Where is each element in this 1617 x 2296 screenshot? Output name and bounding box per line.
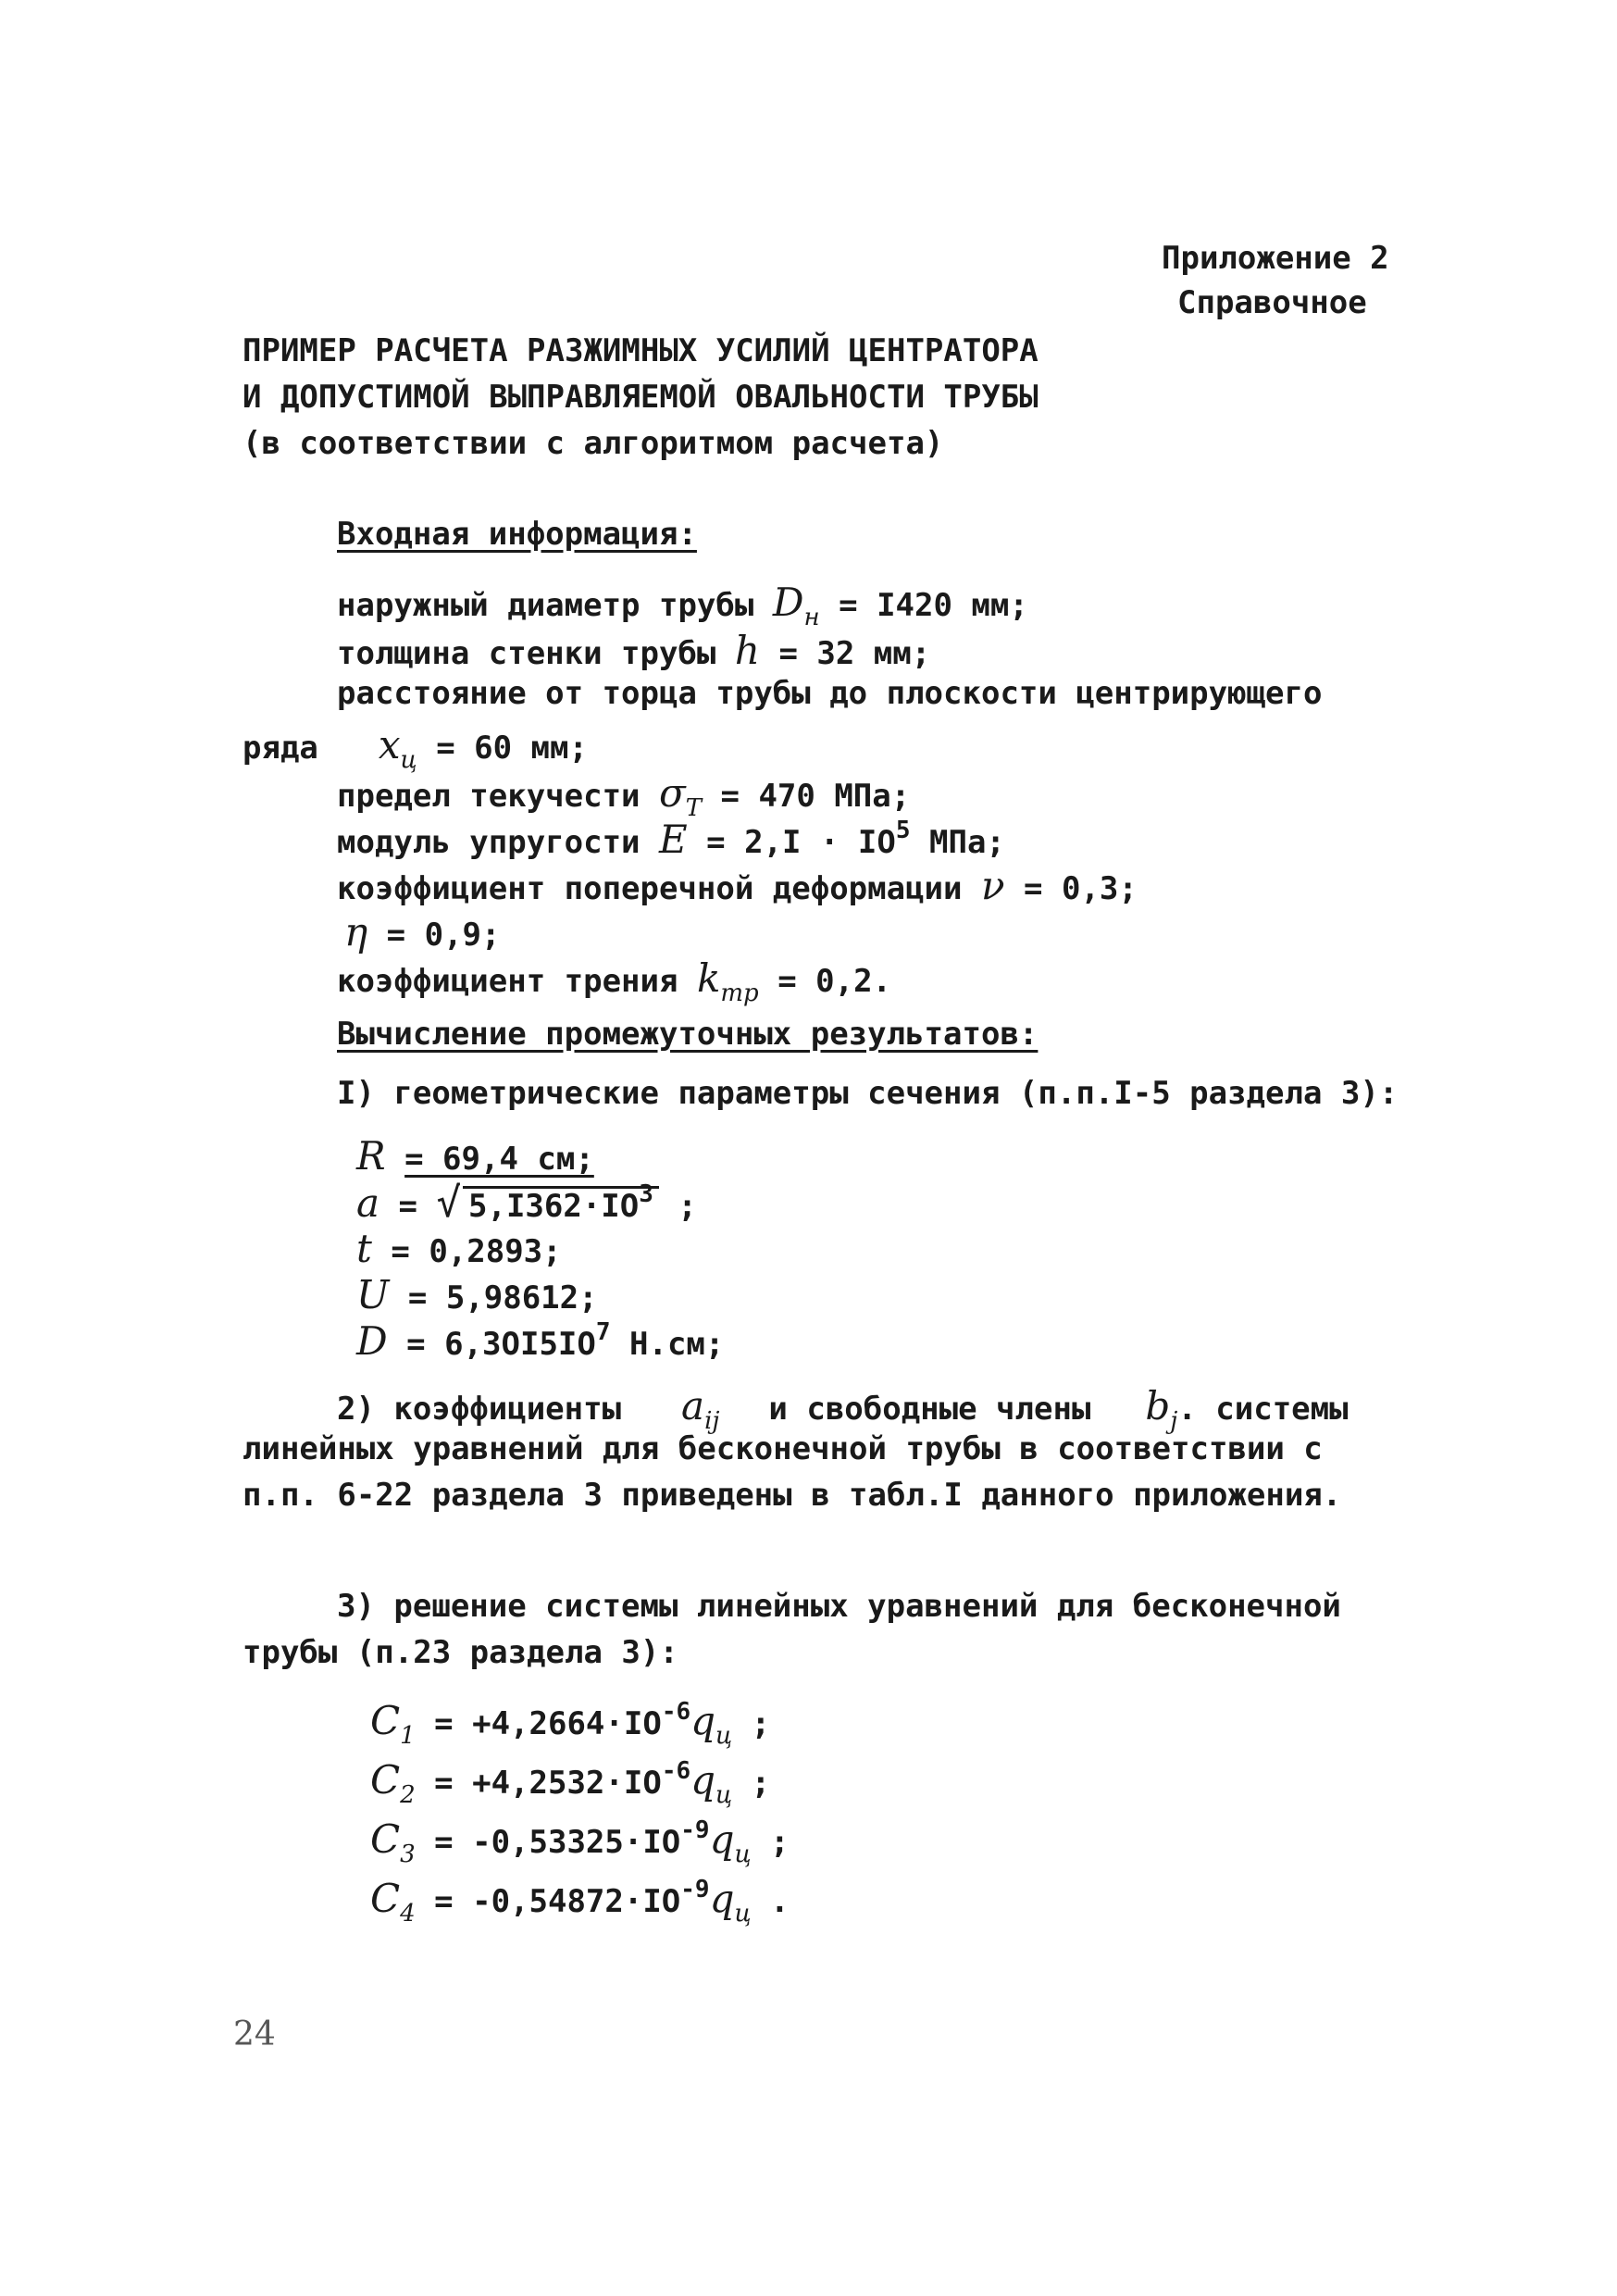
a-radicand-value: 5,I362·IO (468, 1188, 640, 1225)
c1-value: = +4,2664·IO (434, 1705, 662, 1742)
modulus-value: = 2,I · IO (706, 824, 896, 861)
poisson-text: коэффициент поперечной деформации (337, 870, 963, 907)
page-number: 24 (233, 2015, 276, 2053)
input-modulus (337, 817, 1005, 862)
yield-text: предел текучести (337, 778, 641, 815)
c3-q-subscript: ц (734, 1841, 752, 1868)
solution-c1 (370, 1698, 771, 1750)
step2-text-c: . системы (1177, 1391, 1349, 1428)
yield-value: = 470 МПа; (720, 778, 911, 815)
c1-symbol: C (370, 1698, 401, 1743)
yield-symbol: σ (659, 770, 686, 816)
result-a (356, 1179, 697, 1227)
c3-end: ; (770, 1824, 790, 1861)
c2-q-symbol: q (690, 1757, 716, 1803)
diameter-value: = I420 мм; (839, 587, 1028, 624)
c2-exponent: -6 (661, 1757, 691, 1785)
friction-symbol: k (696, 955, 721, 1001)
solution-c3 (370, 1816, 790, 1868)
c1-exponent: -6 (661, 1698, 691, 1726)
eta-value: = 0,9; (386, 917, 501, 954)
c4-value: = -0,54872·IO (434, 1883, 681, 1920)
U-symbol: U (356, 1272, 390, 1317)
input-yield (337, 770, 911, 822)
aij-symbol: a (681, 1383, 705, 1429)
t-symbol: t (356, 1226, 372, 1271)
c4-q-subscript: ц (734, 1900, 752, 1928)
step1-text: I) геометрические параметры сечения (п.п.I-5 раздела 3): (337, 1075, 1399, 1112)
step3-line-1: 3) решение системы линейных уравнений для бесконечной (337, 1588, 1341, 1625)
step2-line-2: линейных уравнений для бесконечной трубы в соответствии с (243, 1430, 1323, 1467)
title-line-1: ПРИМЕР РАСЧЕТА РАЗЖИМНЫХ УСИЛИЙ ЦЕНТРАТОРА (243, 332, 1039, 369)
input-friction (337, 955, 892, 1007)
input-heading: Входная информация: (337, 516, 697, 553)
intermediate-heading: Вычисление промежуточных результатов: (337, 1016, 1039, 1053)
a-equals: = (398, 1188, 418, 1225)
result-t (356, 1226, 562, 1271)
c4-exponent: -9 (680, 1876, 710, 1903)
step2-text-a: 2) коэффициенты (337, 1391, 622, 1428)
diameter-symbol: D (772, 580, 804, 625)
solution-c2 (370, 1757, 771, 1809)
c4-subscript: 4 (400, 1900, 416, 1928)
solution-c4 (370, 1876, 790, 1928)
result-D (356, 1318, 725, 1364)
c2-subscript: 2 (400, 1781, 416, 1809)
c4-end: . (770, 1883, 790, 1920)
appendix-label: Приложение 2 (1162, 240, 1389, 277)
friction-text: коэффициент трения (337, 963, 678, 1000)
yield-subscript: Т (685, 794, 703, 822)
diameter-subscript: н (803, 604, 820, 631)
step2-line-3: п.п. 6-22 раздела 3 приведены в табл.I данного приложения. (243, 1477, 1342, 1514)
step2-text-b: и свободные члены (768, 1391, 1091, 1428)
poisson-symbol: ν (981, 863, 1005, 908)
sqrt-icon: √ (436, 1179, 461, 1227)
a-end: ; (678, 1188, 697, 1225)
distance-text: расстояние от торца трубы до плоскости центрирующего (337, 675, 1323, 712)
a-radicand (463, 1180, 659, 1225)
c4-q-symbol: q (709, 1876, 735, 1921)
R-symbol: R (356, 1133, 386, 1179)
diameter-text: наружный диаметр трубы (337, 587, 754, 624)
c3-value: = -0,53325·IO (434, 1824, 681, 1861)
a-symbol: a (356, 1180, 380, 1226)
bj-subscript: j (1170, 1407, 1178, 1435)
distance-row-word: ряда (243, 730, 318, 767)
c1-q-symbol: q (690, 1698, 716, 1743)
c1-subscript: 1 (400, 1722, 416, 1750)
step3-line-2: трубы (п.23 раздела 3): (243, 1634, 678, 1671)
input-distance (243, 722, 588, 774)
input-diameter (337, 580, 1028, 631)
D-value: = 6,3OI5IO (406, 1326, 596, 1363)
modulus-symbol: E (659, 817, 688, 862)
c1-q-subscript: ц (715, 1722, 733, 1750)
step2-line-1 (337, 1383, 1349, 1435)
input-eta (344, 909, 501, 955)
thickness-value: = 32 мм; (778, 635, 931, 672)
R-value: = 69,4 см; (404, 1141, 594, 1178)
input-thickness (337, 628, 931, 673)
eta-symbol: η (344, 909, 368, 955)
c1-end: ; (751, 1705, 771, 1742)
result-R (356, 1133, 594, 1179)
U-value: = 5,98612; (407, 1279, 598, 1316)
D-symbol: D (356, 1318, 388, 1364)
c2-value: = +4,2532·IO (434, 1765, 662, 1802)
input-poisson (337, 863, 1138, 908)
c2-q-subscript: ц (715, 1781, 733, 1809)
c2-symbol: C (370, 1757, 401, 1803)
c2-end: ; (751, 1765, 771, 1802)
result-U (356, 1272, 598, 1317)
friction-subscript: тр (720, 980, 759, 1007)
c3-subscript: 3 (400, 1841, 416, 1868)
poisson-value: = 0,3; (1024, 870, 1138, 907)
D-exponent: 7 (595, 1318, 611, 1346)
c3-symbol: C (370, 1816, 401, 1862)
thickness-text: толщина стенки трубы (337, 635, 716, 672)
modulus-unit: МПа; (929, 824, 1005, 861)
t-value: = 0,2893; (391, 1233, 562, 1270)
a-exponent: 3 (639, 1180, 653, 1208)
distance-subscript: ц (400, 746, 417, 774)
distance-value: = 60 мм; (436, 730, 588, 767)
title-line-2: И ДОПУСТИМОЙ ВЫПРАВЛЯЕМОЙ ОВАЛЬНОСТИ ТРУБЫ (243, 379, 1039, 416)
aij-subscript: ij (704, 1407, 720, 1435)
modulus-exponent: 5 (895, 817, 911, 844)
c4-symbol: C (370, 1876, 401, 1921)
c3-q-symbol: q (709, 1816, 735, 1862)
D-unit: Н.см; (629, 1326, 725, 1363)
bj-symbol: b (1145, 1383, 1171, 1429)
distance-symbol: x (378, 722, 401, 767)
modulus-text: модуль упругости (337, 824, 641, 861)
c3-exponent: -9 (680, 1816, 710, 1844)
reference-label: Справочное (1177, 284, 1367, 321)
friction-value: = 0,2. (777, 963, 892, 1000)
title-line-3: (в соответствии с алгоритмом расчета) (243, 425, 944, 462)
thickness-symbol: h (734, 628, 760, 673)
